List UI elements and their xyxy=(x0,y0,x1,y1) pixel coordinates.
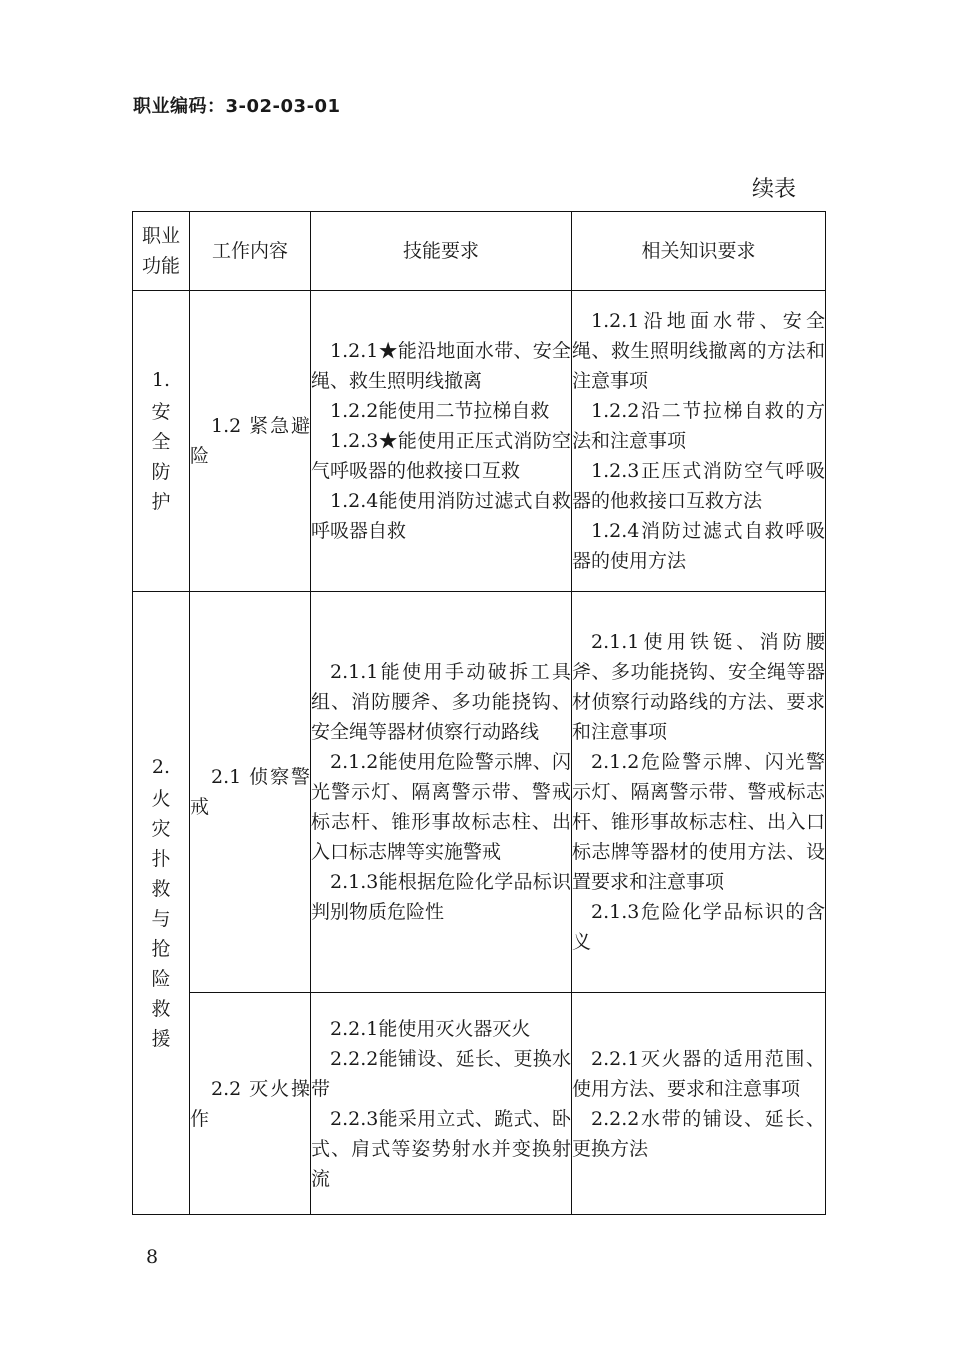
knowledge-item: 1.2.1沿地面水带、安全绳、救生照明线撤离的方法和注意事项 xyxy=(572,310,825,392)
function-title-char: 险 xyxy=(151,968,171,990)
skill-item: 2.1.1能使用手动破拆工具组、消防腰斧、多功能挠钩、安全绳等器材侦察行动路线 xyxy=(311,661,571,743)
function-title-char: 救 xyxy=(151,878,171,900)
skill-item: 2.1.3能根据危险化学品标识判别物质危险性 xyxy=(311,871,571,923)
page-number: 8 xyxy=(146,1246,159,1268)
skill-item: 1.2.3★能使用正压式消防空气呼吸器的他救接口互救 xyxy=(311,430,571,482)
table-row xyxy=(133,291,826,592)
skill-item: 1.2.1★能沿地面水带、安全绳、救生照明线撤离 xyxy=(311,340,571,392)
function-title-char: 护 xyxy=(151,491,171,513)
function-title-char: 抢 xyxy=(151,938,171,960)
knowledge-cell xyxy=(572,291,826,592)
skill-item: 2.1.2能使用危险警示牌、闪光警示灯、隔离警示带、警戒标志杆、锥形事故标志柱、出入口标志牌等实施警戒 xyxy=(311,751,571,863)
knowledge-cell xyxy=(572,592,826,993)
knowledge-item: 1.2.4消防过滤式自救呼吸器的使用方法 xyxy=(572,520,825,572)
skill-item: 1.2.2能使用二节拉梯自救 xyxy=(330,400,550,422)
function-title-char: 与 xyxy=(151,908,171,930)
knowledge-cell xyxy=(572,993,826,1215)
function-number: 1. xyxy=(151,369,171,391)
work-content-cell: 1.2 紧急避险 xyxy=(190,291,311,592)
knowledge-item: 2.2.1灭火器的适用范围、使用方法、要求和注意事项 xyxy=(572,1047,825,1100)
function-cell-firefighting xyxy=(133,592,190,1215)
knowledge-item: 2.1.1使用铁铤、消防腰斧、多功能挠钩、安全绳等器材侦察行动路线的方法、要求和注意事项 xyxy=(572,631,825,743)
function-title-char: 扑 xyxy=(151,848,171,870)
skill-item: 2.2.1能使用灭火器灭火 xyxy=(330,1017,531,1040)
header-skill-requirements: 技能要求 xyxy=(311,212,572,291)
table-row xyxy=(133,993,826,1215)
skill-cell xyxy=(311,291,572,592)
knowledge-item: 2.1.3危险化学品标识的含义 xyxy=(572,901,825,953)
continued-table-label: 续表 xyxy=(752,177,797,202)
function-title-char: 援 xyxy=(151,1028,171,1050)
skill-item: 2.2.3能采用立式、跪式、卧式、肩式等姿势射水并变换射流 xyxy=(311,1107,571,1190)
skill-item: 1.2.4能使用消防过滤式自救呼吸器自救 xyxy=(311,490,571,542)
function-title-char: 全 xyxy=(151,431,171,453)
table-row xyxy=(133,592,826,993)
work-content-cell: 2.1 侦察警戒 xyxy=(190,592,311,993)
table-header xyxy=(133,212,826,291)
function-title-char: 安 xyxy=(151,401,171,423)
knowledge-item: 2.2.2水带的铺设、延长、更换方法 xyxy=(572,1107,825,1160)
knowledge-item: 1.2.3正压式消防空气呼吸器的他救接口互救方法 xyxy=(572,460,825,512)
header-function xyxy=(133,212,190,291)
header-function-line: 功能 xyxy=(141,255,180,277)
skill-cell xyxy=(311,993,572,1215)
function-cell-safety xyxy=(133,291,190,592)
header-work-content: 工作内容 xyxy=(190,212,311,291)
function-title-char: 火 xyxy=(151,788,171,810)
function-title-char: 灾 xyxy=(151,818,171,840)
work-content-cell: 2.2 灭火操作 xyxy=(190,993,311,1215)
skill-cell xyxy=(311,592,572,993)
function-title-char: 救 xyxy=(151,998,171,1020)
knowledge-item: 1.2.2沿二节拉梯自救的方法和注意事项 xyxy=(572,400,825,452)
knowledge-item: 2.1.2危险警示牌、闪光警示灯、隔离警示带、警戒标志杆、锥形事故标志柱、出入口标志牌等器材的使用方法、设置要求和注意事项 xyxy=(572,751,825,893)
occupation-code: 职业编码：3-02-03-01 xyxy=(133,96,341,117)
skill-item: 2.2.2能铺设、延长、更换水带 xyxy=(311,1047,571,1100)
function-title-char: 防 xyxy=(151,461,171,483)
competency-table xyxy=(132,211,826,1215)
header-function-line: 职业 xyxy=(141,225,180,247)
function-number: 2. xyxy=(151,756,171,778)
header-knowledge-requirements: 相关知识要求 xyxy=(572,212,826,291)
